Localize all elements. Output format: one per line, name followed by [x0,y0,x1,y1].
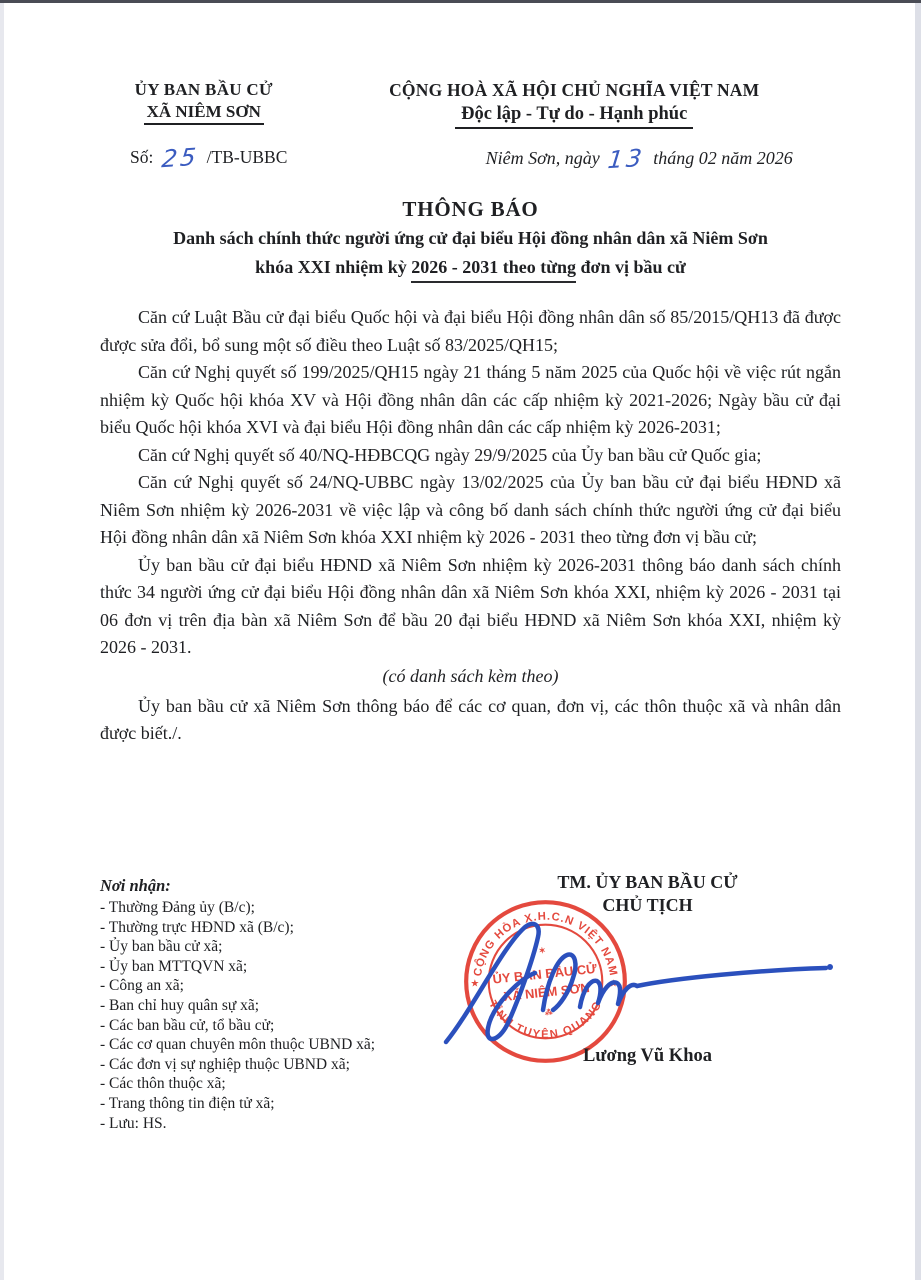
recipient-item: - Thường trực HĐND xã (B/c); [100,918,294,936]
document-number-prefix: Số: [130,147,154,167]
seal-bottom-text: TỈNH TUYÊN QUANG [486,998,605,1042]
seal-star-right-icon: ★ [608,978,618,990]
title-underlined-segment: 2026 - 2031 theo từng [411,257,576,283]
seal-emblem-icon: ✶ [538,944,547,956]
document-body [100,304,841,748]
date-pre: Niêm Sơn, ngày [485,148,600,168]
attachment-note: (có danh sách kèm theo) [382,665,559,686]
document-number-handwritten: 25 [160,142,200,174]
recipient-item: - Ủy ban MTTQVN xã; [100,957,248,975]
signatory-name: Lương Vũ Khoa [583,1046,712,1066]
signatory-position: CHỦ TỊCH [602,895,693,915]
recipient-item: - Thường Đảng ủy (B/c); [100,899,255,916]
recipient-item: - Các thôn thuộc xã; [100,1075,226,1093]
issuing-authority-block [100,80,307,174]
paragraph-legal-basis-3: Căn cứ Nghị quyết số 40/NQ-HĐBCQG ngày 29/9/2025 của Ủy ban bầu cử Quốc gia; [138,444,762,465]
document-header [100,80,841,175]
seal-bottom-mark-icon: ⁂ [544,1007,553,1018]
seal-star-left-icon: ★ [470,978,480,990]
recipient-item: - Các cơ quan chuyên môn thuộc UBND xã; [100,1036,376,1054]
national-motto-block [307,80,841,175]
issuing-authority-commune: XÃ NIÊM SƠN [100,102,307,122]
document-number [100,142,307,174]
bottom-section [100,872,841,1172]
paragraph-closing: Ủy ban bầu cử xã Niêm Sơn thông báo để các cơ quan, đơn vị, các thôn thuộc xã và nhân dân được biết./. [100,695,841,743]
document-title-line1: Danh sách chính thức người ứng cử đại biểu Hội đồng nhân dân xã Niêm Sơn [173,228,768,248]
recipients-label: Nơi nhận: [100,876,171,895]
recipient-item: - Ban chỉ huy quân sự xã; [100,996,260,1014]
document-title-line2: khóa XXI nhiệm kỳ 2026 - 2031 theo từng đơn vị bầu cử [100,254,841,280]
recipient-item: - Công an xã; [100,977,184,995]
recipient-item: - Các đơn vị sự nghiệp thuộc UBND xã; [100,1055,350,1073]
paragraph-announcement: Ủy ban bầu cử đại biểu HĐND xã Niêm Sơn nhiệm kỳ 2026-2031 thông báo danh sách chính thức 34 người ứng cử đại biểu Hội đồng nhân dân xã Niêm Sơn khóa XXI, nhiệm kỳ 2026 - 2031 tại 06 đơn vị trên địa bàn xã Niêm Sơn để bầu 20 đại biểu HĐND xã Niêm Sơn khóa XXI, nhiệm kỳ 2026 - 2031. [100,554,841,657]
seal-top-text: CỘNG HÒA X.H.C.N VIỆT NAM [471,910,620,978]
recipient-item: - Trang thông tin điện tử xã; [100,1094,275,1112]
national-title: CỘNG HOÀ XÃ HỘI CHỦ NGHĨA VIỆT NAM [389,80,760,100]
date-post: tháng 02 năm 2026 [653,148,793,168]
recipient-item: - Ủy ban bầu cử xã; [100,938,223,956]
recipient-item: - Lưu: HS. [100,1114,167,1132]
issuing-authority-name: ỦY BAN BẦU CỬ [134,80,273,99]
date-day-handwritten: 13 [606,143,647,175]
national-motto: Độc lập - Tự do - Hạnh phúc [307,104,841,125]
paragraph-legal-basis-4: Căn cứ Nghị quyết số 24/NQ-UBBC ngày 13/02/2025 của Ủy ban bầu cử đại biểu HĐND xã Niêm Sơn nhiệm kỳ 2026-2031 về việc lập và công bố danh sách chính thức người ứng cử đại biểu Hội đồng nhân dân xã Niêm Sơn khóa XXI nhiệm kỳ 2026 - 2031 theo từng đơn vị bầu cử; [100,472,841,547]
document-type-heading: THÔNG BÁO [402,197,539,221]
place-date-line [307,143,841,175]
paragraph-legal-basis-2: Căn cứ Nghị quyết số 199/2025/QH15 ngày 21 tháng 5 năm 2025 của Quốc hội về việc rút ngắn nhiệm kỳ Quốc hội khóa XV và Hội đồng nhân dân các cấp nhiệm kỳ 2021-2026; Ngày bầu cử đại biểu Quốc hội khóa XVI và đại biểu Hội đồng nhân dân các cấp nhiệm kỳ 2026-2031; [100,362,841,437]
recipient-item: - Các ban bầu cử, tổ bầu cử; [100,1016,275,1034]
signature [430,912,854,1054]
seal-center-line2: XÃ NIÊM SƠN [502,979,591,1004]
seal-center-line1: ỦY BAN BẦU CỬ [491,960,598,987]
signatory-on-behalf: TM. ỦY BAN BẦU CỬ [557,872,738,892]
document-number-suffix: /TB-UBBC [206,147,288,167]
paragraph-legal-basis-1: Căn cứ Luật Bầu cử đại biểu Quốc hội và đại biểu Hội đồng nhân dân số 85/2015/QH13 đã được được sửa đổi, bổ sung một số điều theo Luật số 83/2025/QH15; [100,307,841,355]
document-title-block [100,197,841,280]
